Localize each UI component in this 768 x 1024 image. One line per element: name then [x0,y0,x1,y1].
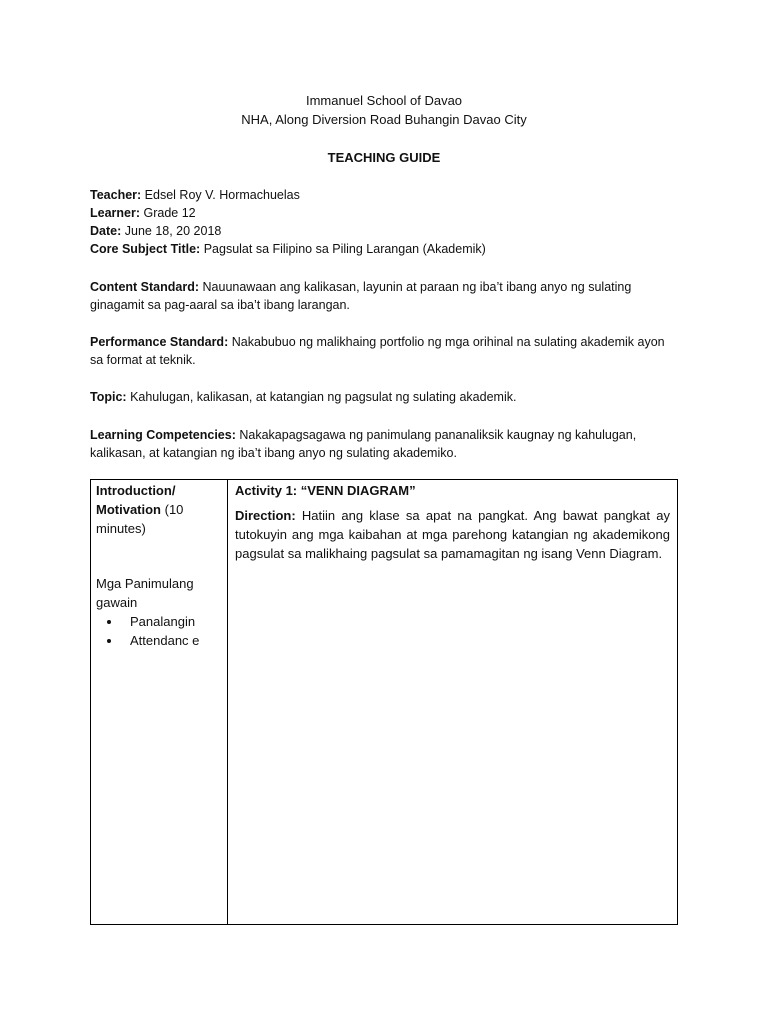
subject-line [90,240,680,258]
date-label: Date: [90,224,122,238]
lesson-table [90,479,678,925]
performance-standard-text-1: Nakabubuo ng malikhaing portfolio ng mga orihinal na sulating akademik ayon [231,335,665,349]
phase-heading-line1: Introduction/ [96,483,176,498]
preliminary-activities-list [96,612,222,650]
lesson-phase-cell [91,480,228,925]
list-item: • Attendanc e [122,631,222,650]
preliminary-activities-heading: Mga Panimulang gawain [96,576,194,610]
learner-value: Grade 12 [143,206,196,220]
learner-line [90,204,680,222]
date-value: June 18, 20 2018 [124,224,222,238]
topic-text: Kahulugan, kalikasan, at katangian ng pagsulat ng sulating akademik. [130,390,517,404]
performance-standard-label: Performance Standard: [90,335,229,349]
learning-competencies-label: Learning Competencies: [90,428,236,442]
direction-text: Hatiin ang klase sa apat na pangkat. Ang bawat pangkat ay tutokuyin ang mga kaibahan at mga parehong katangian ng akademikong pagsulat sa malikhaing pagsulat sa pamamagitan ng isang Venn Diagram. [235,508,670,561]
learning-competencies [90,426,670,462]
school-address: NHA, Along Diversion Road Buhangin Davao City [241,112,527,127]
teacher-label: Teacher: [90,188,142,202]
school-name: Immanuel School of Davao [305,93,463,108]
phase-heading-line2 [96,500,222,538]
direction-label: Direction: [235,508,296,523]
learner-label: Learner: [90,206,141,220]
performance-standard [90,333,670,369]
activity-cell [228,480,678,925]
activity-direction [235,506,670,563]
content-standard [90,278,670,314]
teacher-value: Edsel Roy V. Hormachuelas [144,188,300,202]
date-line [90,222,680,240]
learning-competencies-text-2: kalikasan, at katangian ng iba’t ibang anyo ng sulating akademiko. [90,446,457,460]
teacher-line [90,186,680,204]
phase-duration: (10 minutes) [96,502,184,536]
learning-competencies-text-1: Nakakapagsagawa ng panimulang pananaliksik kaugnay ng kahulugan, [239,428,637,442]
subject-label: Core Subject Title: [90,242,201,256]
topic [90,388,670,406]
content-standard-text-2: ginagamit sa pag-aaral sa iba’t ibang larangan. [90,298,350,312]
subject-value: Pagsulat sa Filipino sa Piling Larangan (Akademik) [203,242,486,256]
topic-label: Topic: [90,390,127,404]
performance-standard-text-2: sa format at teknik. [90,353,196,367]
list-item: • Panalangin [122,612,222,631]
activity-title: Activity 1: “VENN DIAGRAM” [235,483,416,498]
content-standard-text-1: Nauunawaan ang kalikasan, layunin at paraan ng iba’t ibang anyo ng sulating [202,280,632,294]
content-standard-label: Content Standard: [90,280,200,294]
document-title: TEACHING GUIDE [327,150,441,165]
phase-heading-motivation: Motivation [96,502,161,517]
